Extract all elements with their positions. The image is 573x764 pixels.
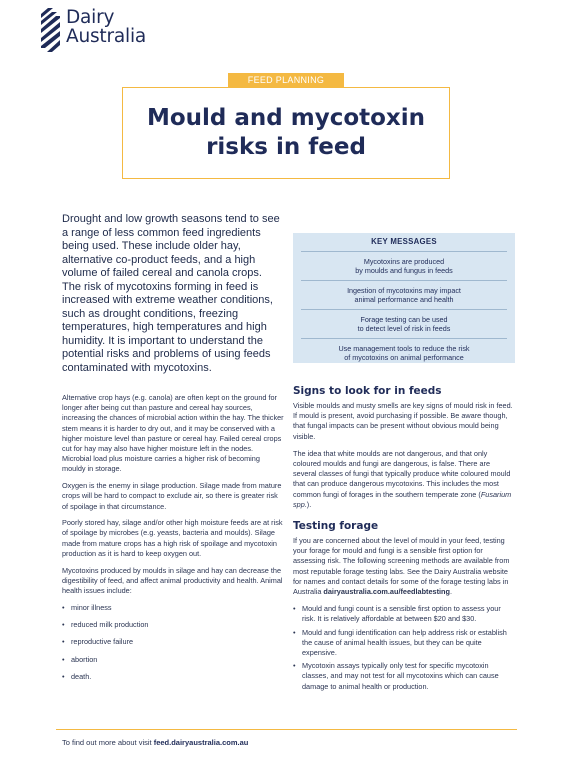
title-line-2: risks in feed: [206, 134, 366, 160]
signs-paragraph-2-end: ).: [306, 499, 312, 509]
key-message-item: [301, 339, 507, 367]
list-item: • minor illness: [62, 603, 284, 613]
title-line-1: Mould and mycotoxin: [146, 105, 426, 131]
intro-paragraph: Drought and low growth seasons tend to see a range of less common feed ingredients being used. These include older hay, alternative co-product feeds, and a high volume of failed cereal and canola crops. The risk of mycotoxins forming in feed is increased with extreme weather conditions, such as drought conditions, freezing temperatures, high temperatures and high humidity. It is important to understand the potential risks and problems of using feeds contaminated with mycotoxins.: [62, 213, 280, 374]
footer: [62, 738, 248, 747]
paragraph-alternative-crops: Alternative crop hays (e.g. canola) are often kept on the ground for longer after being cut than pasture and cereal hay sources, increasing the chances of microbial action within the hay. The thicker stem means it is harder to dry out, and it may be conserved with a higher moisture level than pasture or cereal hay. Failed cereal crops cut for hay may also have higher moisture left in the nodes. Microbial load plus moisture carries a higher risk of becoming mouldy in storage.: [62, 393, 284, 474]
signs-paragraph-2-text: The idea that white moulds are not dangerous, and that only coloured moulds and fungi are dangerous, is false. There are several classes of fungi that typically produce white coloured mould that can produce dangerous mycotoxins. This includes the most common fungi of forages in the southern temperate zone (: [293, 448, 511, 499]
dairy-australia-logo[interactable]: [40, 8, 146, 56]
key-messages-box: [293, 233, 515, 363]
footer-text: To find out more about visit: [62, 738, 154, 747]
section-tag: FEED PLANNING: [228, 73, 344, 87]
testing-heading: Testing forage: [293, 520, 379, 533]
list-item: • reduced milk production: [62, 620, 284, 630]
list-item: • Mould and fungi identification can help address risk or establish the cause of animal health issues, but they can be quite expensive.: [293, 628, 515, 659]
testing-methods-list: [293, 604, 515, 692]
key-message-line: to detect level of risk in feeds: [357, 324, 451, 333]
list-item: • Mycotoxin assays typically only test for specific mycotoxin classes, and may not test for all mycotoxins which can cause damage to animal health or production.: [293, 661, 515, 692]
key-message-item: [301, 281, 507, 310]
title-box: [122, 87, 450, 179]
page-title: [147, 104, 425, 162]
testing-paragraph-end: .: [449, 587, 452, 597]
key-message-line: Ingestion of mycotoxins may impact: [347, 285, 461, 295]
feedlabtesting-link[interactable]: dairyaustralia.com.au/feedlabtesting: [323, 587, 450, 597]
logo-line-1: Dairy: [66, 7, 115, 28]
key-message-line: by moulds and fungus in feeds: [355, 266, 453, 275]
left-column: [62, 393, 284, 690]
logo-stripes-icon: [40, 8, 60, 56]
key-message-line: Forage testing can be used: [360, 314, 448, 324]
health-issues-list: [62, 603, 284, 683]
key-message-line: of mycotoxins on animal performance: [344, 353, 464, 362]
key-message-item: [301, 252, 507, 281]
footer-divider: [56, 729, 517, 730]
testing-paragraph-text: If you are concerned about the level of mould in your feed, testing your forage for mould and fungi is a sensible first option for assessing risk. The following screening methods are available from most reputable forage testing labs. See the Dairy Australia website for names and contact details for some of the forage testing labs in Australia: [293, 536, 510, 597]
key-messages-title: KEY MESSAGES: [301, 237, 507, 252]
key-message-line: animal performance and health: [354, 295, 454, 304]
paragraph-oxygen: Oxygen is the enemy in silage production. Silage made from mature crops will be hard to compact to exclude air, so there is greater risk of spoilage in that circumstance.: [62, 481, 282, 511]
signs-paragraph-1: Visible moulds and musty smells are key signs of mould risk in feed. If mould is present, avoid purchasing if possible. Be aware though, that fungal impacts can be present without obvious mould being visible.: [293, 401, 513, 441]
list-item: • death.: [62, 672, 284, 682]
list-item: • abortion: [62, 655, 284, 665]
signs-heading: Signs to look for in feeds: [293, 385, 442, 397]
key-message-line: Mycotoxins are produced: [363, 256, 445, 266]
list-item: • Mould and fungi count is a sensible first option to assess your risk. It is relatively affordable at between $20 and $30.: [293, 604, 515, 624]
key-message-line: Use management tools to reduce the risk: [338, 343, 470, 353]
paragraph-poorly-stored: Poorly stored hay, silage and/or other high moisture feeds are at risk of spoilage by microbes (e.g. yeasts, bacteria and moulds). Silage made from mature crops has a high risk of spoilage and mycotoxin production as it is hard to keep oxygen out.: [62, 518, 283, 558]
paragraph-mycotoxins-produced: Mycotoxins produced by moulds in silage and hay can decrease the digestibility of feed, and affect animal productivity and health. Animal health issues include:: [62, 565, 283, 595]
logo-line-2: Australia: [66, 26, 147, 47]
key-message-item: [301, 310, 507, 339]
right-column: [293, 384, 515, 695]
signs-paragraph-2: [293, 449, 515, 510]
footer-link[interactable]: feed.dairyaustralia.com.au: [153, 738, 249, 747]
fusarium-italic: Fusarium spp.: [293, 489, 512, 509]
testing-paragraph: [293, 536, 515, 597]
list-item: • reproductive failure: [62, 637, 284, 647]
logo-wordmark: [66, 8, 146, 46]
